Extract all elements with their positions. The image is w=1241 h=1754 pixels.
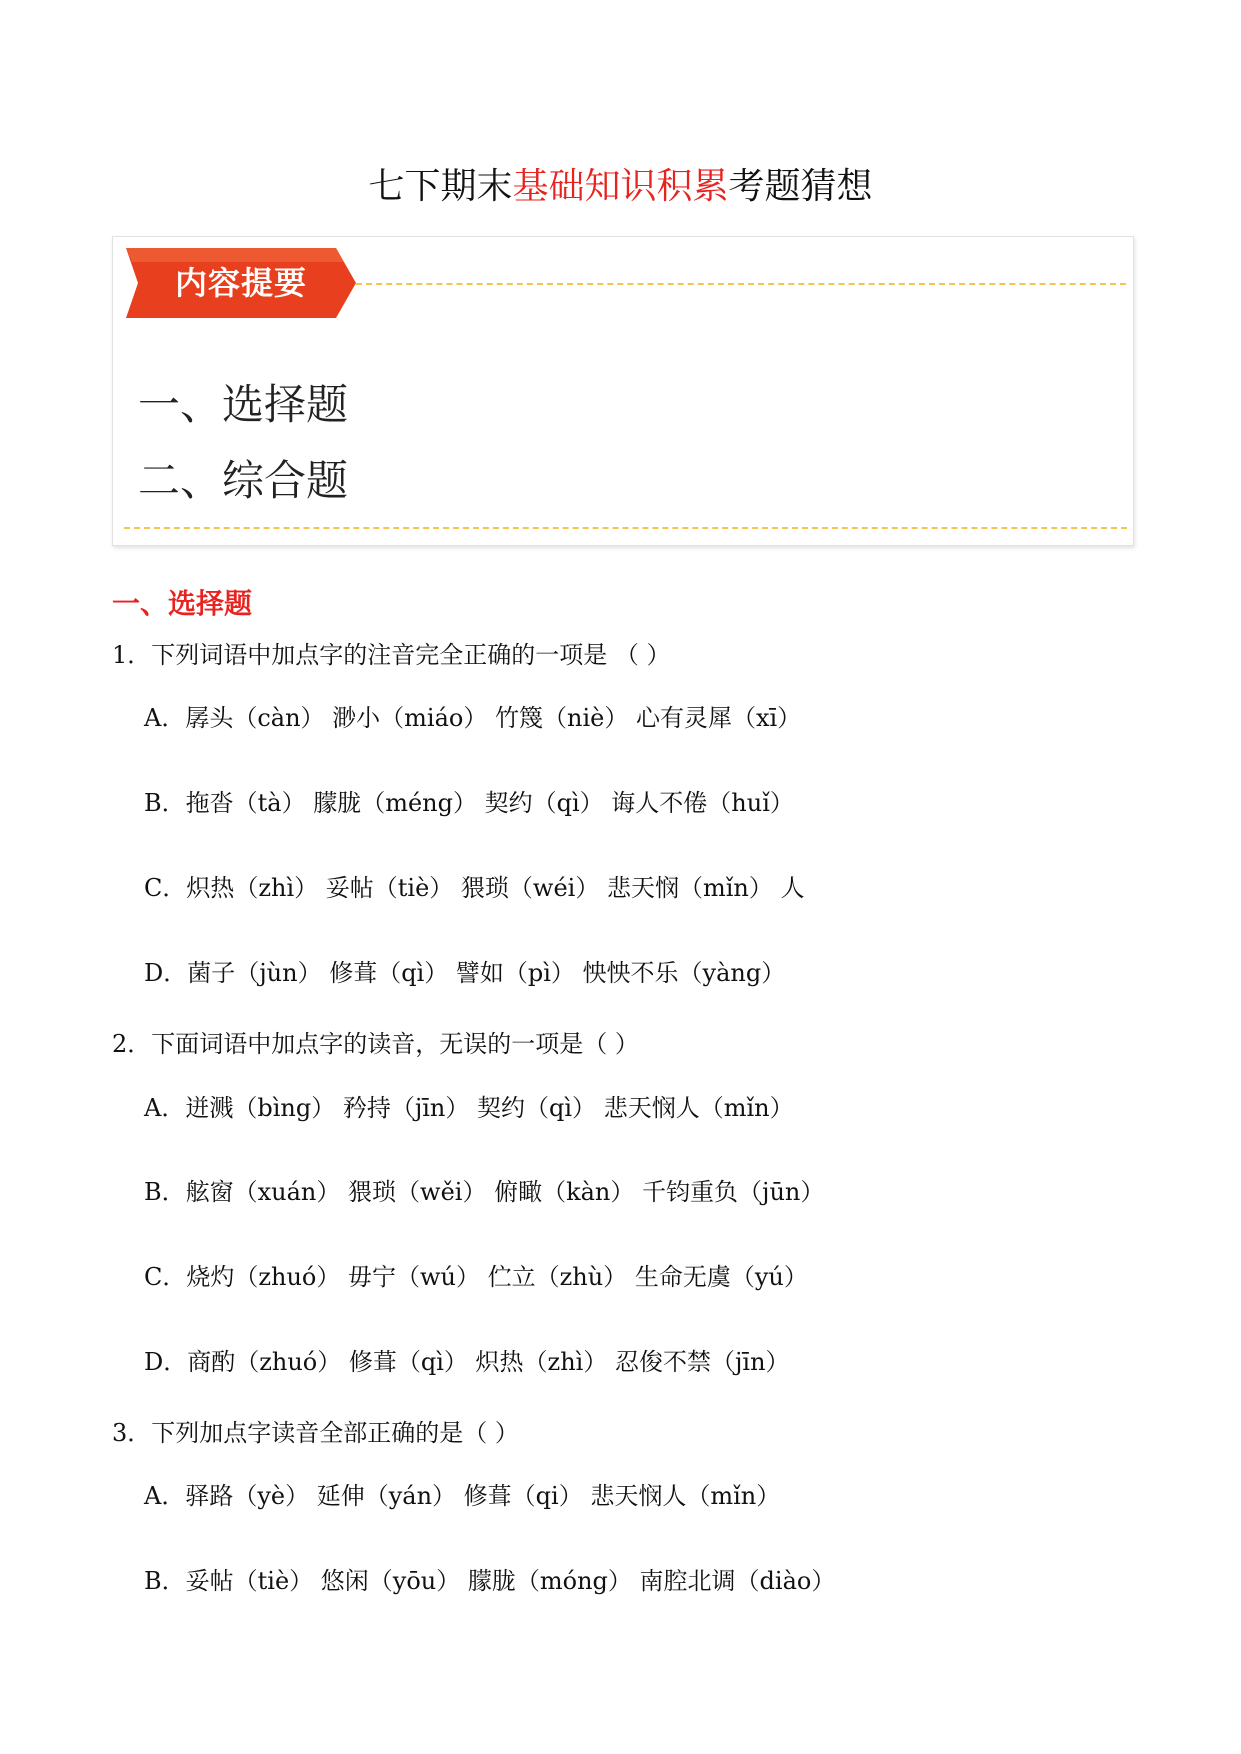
question-stem: 1．下列词语中加点字的注音完全正确的一项是 （ ） [112,641,671,669]
page-title [0,158,1241,209]
outline-item-1: 一、选择题 [138,380,349,429]
option-b: B．舷窗（xuán） 猥琐（wěi） 俯瞰（kàn） 千钧重负（jūn） [144,1178,825,1206]
option-b: B．拖沓（tà） 朦胧（méng） 契约（qì） 诲人不倦（huǐ） [144,789,794,817]
question-stem: 2．下面词语中加点字的读音，无误的一项是（ ） [112,1030,639,1058]
title-highlight: 基础知识积累 [512,166,729,207]
option-d: D．菌子（jùn） 修葺（qì） 譬如（pì） 怏怏不乐（yàng） [144,959,786,987]
option-b: B．妥帖（tiè） 悠闲（yōu） 朦胧（móng） 南腔北调（diào） [144,1567,836,1595]
option-c: C．炽热（zhì） 妥帖（tiè） 猥琐（wéi） 悲天悯（mǐn） 人 [144,874,805,902]
dashed-divider-top [356,283,1126,285]
section-heading: 一、选择题 [112,587,253,620]
option-a: A．迸溅（bìng） 矜持（jīn） 契约（qì） 悲天悯人（mǐn） [144,1094,794,1122]
question-stem: 3．下列加点字读音全部正确的是（ ） [112,1419,519,1447]
option-a: A．孱头（càn） 渺小（miáo） 竹篾（niè） 心有灵犀（xī） [144,704,802,732]
option-d: D．商酌（zhuó） 修葺（qì） 炽热（zhì） 忍俊不禁（jīn） [144,1348,790,1376]
banner-label: 内容提要 [174,264,307,302]
dashed-divider-bottom [124,527,1127,529]
title-part2: 考题猜想 [728,166,873,207]
title-part1: 七下期末 [368,166,513,207]
option-a: A．驿路（yè） 延伸（yán） 修葺（qi） 悲天悯人（mǐn） [144,1482,781,1510]
option-c: C．烧灼（zhuó） 毋宁（wú） 伫立（zhù） 生命无虞（yú） [144,1263,808,1291]
outline-item-2: 二、综合题 [138,456,349,505]
